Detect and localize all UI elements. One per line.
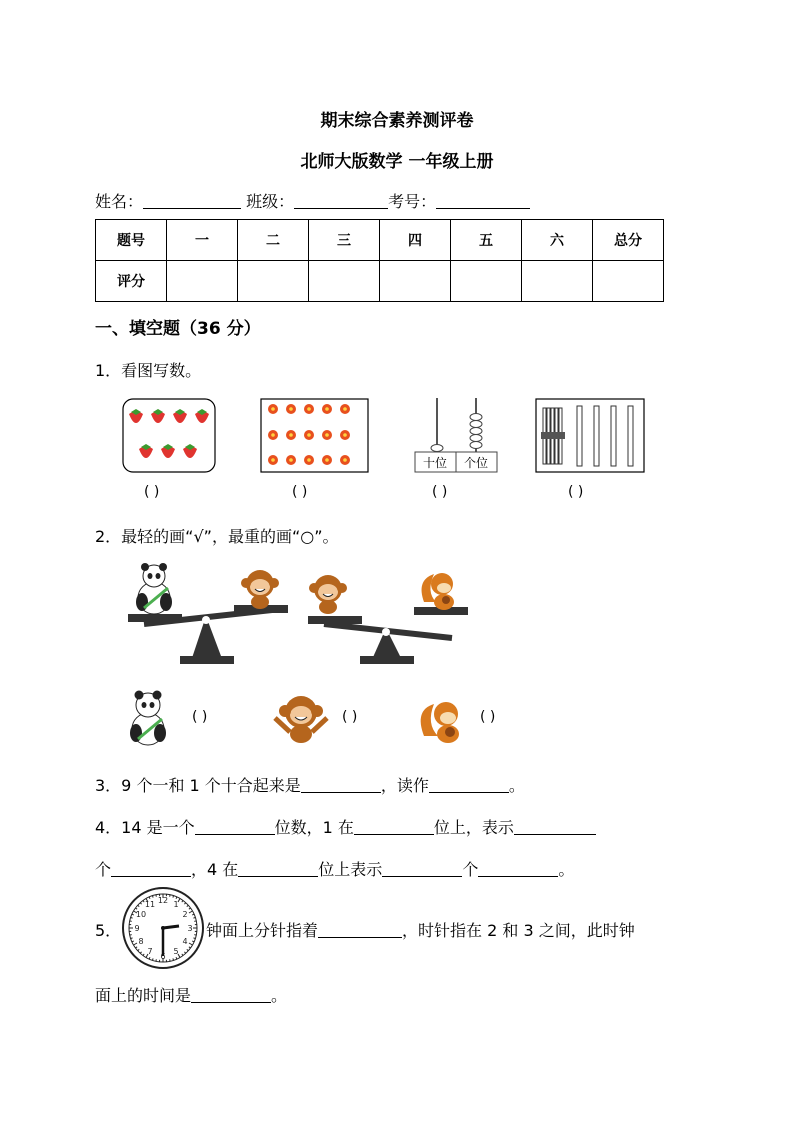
flower-icon (268, 455, 278, 465)
flower-icon (268, 430, 278, 440)
flower-icon (340, 430, 350, 440)
clock-tick (131, 938, 133, 939)
score-cell[interactable] (380, 261, 451, 302)
q4-text-d: 个 (95, 860, 112, 879)
q4-text-e: ，4 在 (191, 860, 239, 879)
score-cell[interactable] (309, 261, 380, 302)
q5-text-b: ，时针指在 2 和 3 之间，此时钟 (402, 921, 635, 940)
svg-text:6: 6 (160, 952, 166, 961)
q4-blank-5[interactable] (238, 860, 318, 877)
exam-no-label: 考号： (388, 192, 437, 211)
flower-icon (286, 455, 296, 465)
svg-text:1: 1 (173, 900, 179, 909)
q5-line-1 (206, 918, 635, 941)
flower-icon (286, 404, 296, 414)
score-header: 总分 (593, 220, 664, 261)
q4-blank-1[interactable] (195, 818, 275, 835)
score-header: 四 (380, 220, 451, 261)
score-table (95, 219, 664, 302)
score-cell[interactable] (522, 261, 593, 302)
clock-tick (152, 896, 153, 898)
stick-bundle (541, 408, 565, 464)
q1-text: 1．看图写数。 (95, 361, 202, 380)
clock-tick (173, 958, 174, 960)
q4-blank-4[interactable] (111, 860, 191, 877)
q4-text-h: 。 (558, 860, 575, 879)
abacus-tens-label: 十位 (422, 456, 448, 470)
q4-text-a: 4．14 是一个 (95, 818, 195, 837)
score-cell[interactable] (238, 261, 309, 302)
hour-hand (163, 926, 179, 928)
clock-icon (121, 886, 205, 970)
flower-icon (322, 455, 332, 465)
q2-answer-squirrel[interactable]: ( ) (480, 709, 496, 725)
score-header: 题号 (96, 220, 167, 261)
score-header-row (96, 220, 664, 261)
q5-blank-2[interactable] (191, 986, 271, 1003)
exam-no-blank[interactable] (436, 192, 530, 209)
answer-squirrel (414, 692, 470, 748)
name-blank[interactable] (143, 192, 241, 209)
flower-icon (304, 404, 314, 414)
score-row (96, 261, 664, 302)
q1-answer-3[interactable]: ( ) (432, 484, 448, 500)
svg-text:12: 12 (157, 896, 169, 905)
clock-tick (152, 958, 153, 960)
q4-blank-7[interactable] (478, 860, 558, 877)
q3-blank-2[interactable] (429, 776, 509, 793)
q5-text-d: 。 (271, 986, 288, 1005)
score-cell[interactable] (593, 261, 664, 302)
info-line (95, 189, 530, 212)
answer-panda (126, 683, 171, 749)
squirrel-icon (421, 702, 459, 743)
score-cell[interactable] (167, 261, 238, 302)
svg-text:3: 3 (187, 924, 193, 933)
score-header: 三 (309, 220, 380, 261)
monkey-icon (241, 570, 279, 609)
score-row-label: 评分 (96, 261, 167, 302)
class-label: 班级： (246, 192, 295, 211)
q4-line-1 (95, 815, 596, 838)
flower-icon (286, 430, 296, 440)
q5-text-a: 钟面上分针指着 (206, 921, 319, 940)
balance-scales (122, 556, 474, 668)
q4-blank-6[interactable] (382, 860, 462, 877)
monkey-icon (275, 696, 327, 743)
clock-tick (173, 896, 174, 898)
score-header: 一 (167, 220, 238, 261)
flower-icon (268, 404, 278, 414)
flower-icon (304, 430, 314, 440)
q2-answer-monkey[interactable]: ( ) (342, 709, 358, 725)
flower-icon (304, 455, 314, 465)
q3-text-a: 3．9 个一和 1 个十合起来是 (95, 776, 301, 795)
q3-text-b: ，读作 (380, 776, 429, 795)
panda-icon (130, 691, 166, 746)
q4-text-b: 位数，1 在 (274, 818, 354, 837)
flower-icon (340, 455, 350, 465)
score-cell[interactable] (451, 261, 522, 302)
monkey-icon (309, 575, 347, 614)
q1-answer-4[interactable]: ( ) (568, 484, 584, 500)
q5-line-2 (95, 983, 287, 1006)
section-1-title: 一、填空题（36 分） (95, 319, 261, 339)
q5-number: 5． (95, 921, 122, 940)
flower-icon (322, 404, 332, 414)
page-title: 期末综合素养测评卷 (320, 111, 474, 131)
q3-text-c: 。 (508, 776, 525, 795)
clock-tick (193, 938, 195, 939)
page-subtitle: 北师大版数学 一年级上册 (300, 152, 494, 172)
class-blank[interactable] (294, 192, 388, 209)
q3-blank-1[interactable] (301, 776, 381, 793)
q2-answer-panda[interactable]: ( ) (192, 709, 208, 725)
score-header: 六 (522, 220, 593, 261)
q5-text-c: 面上的时间是 (95, 986, 192, 1005)
svg-text:10: 10 (135, 910, 147, 919)
score-header: 五 (451, 220, 522, 261)
svg-text:9: 9 (134, 924, 140, 933)
clock-tick (193, 917, 195, 918)
q1-pictures (120, 396, 650, 478)
q3-line (95, 773, 525, 796)
flower-icon (340, 404, 350, 414)
flower-icon (322, 430, 332, 440)
squirrel-icon (422, 573, 454, 610)
q4-text-f: 位上表示 (318, 860, 383, 879)
q1-answer-1[interactable]: ( ) (144, 484, 160, 500)
q4-blank-3[interactable] (514, 818, 596, 835)
q4-blank-2[interactable] (354, 818, 434, 835)
panda-icon (136, 563, 172, 614)
svg-text:7: 7 (147, 947, 153, 956)
q4-text-g: 个 (462, 860, 479, 879)
score-header: 二 (238, 220, 309, 261)
svg-text:11: 11 (144, 900, 156, 909)
q1-answer-2[interactable]: ( ) (292, 484, 308, 500)
q5-blank-1[interactable] (318, 921, 402, 938)
abacus-ones-label: 个位 (463, 456, 489, 470)
answer-monkey (268, 688, 334, 748)
abacus (415, 398, 497, 472)
q4-text-c: 位上，表示 (433, 818, 514, 837)
svg-text:4: 4 (182, 937, 188, 946)
q2-text: 2．最轻的画“√”，最重的画“○”。 (95, 527, 339, 546)
q4-line-2 (95, 857, 574, 880)
svg-text:8: 8 (138, 937, 144, 946)
clock-tick (131, 917, 133, 918)
balance-scale (308, 607, 468, 664)
svg-text:2: 2 (182, 910, 188, 919)
name-label: 姓名： (95, 192, 144, 211)
svg-text:5: 5 (173, 947, 179, 956)
